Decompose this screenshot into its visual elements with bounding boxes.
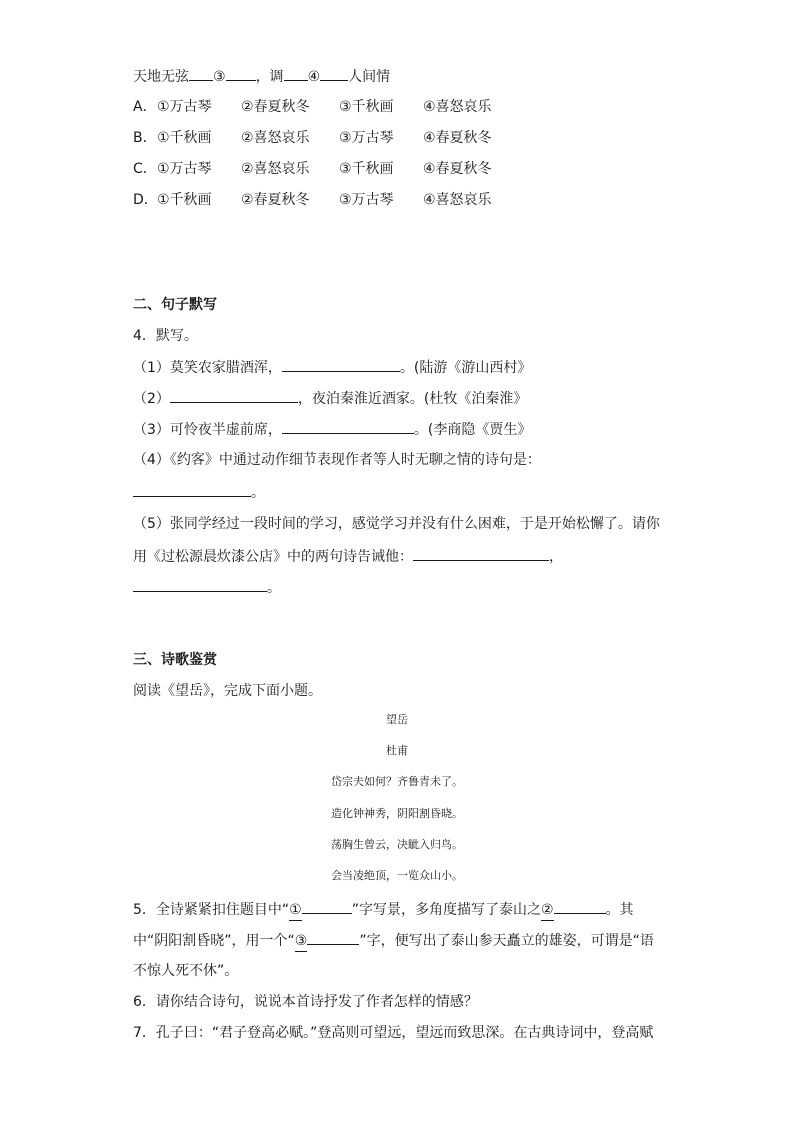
answer-blank[interactable] <box>413 546 549 561</box>
q3-stem <box>133 66 390 87</box>
section-title: 二、句子默写 <box>133 297 217 313</box>
option-item: ②喜怒哀乐 <box>241 161 310 177</box>
answer-blank[interactable] <box>170 388 298 403</box>
q5-segment: 。其 <box>605 902 634 918</box>
answer-blank[interactable] <box>133 482 251 497</box>
option-item: ①千秋画 <box>157 192 212 208</box>
answer-blank <box>226 66 256 81</box>
q4-item-4 <box>133 450 541 470</box>
q4-text: 。(李商隐《贾生》 <box>413 422 532 438</box>
q4-text: （3）可怜夜半虚前席， <box>133 422 282 438</box>
option-item: ④春夏秋冬 <box>423 130 492 146</box>
q4-text: （5）张同学经过一段时间的学习，感觉学习并没有什么困难，于是开始松懈了。请你 <box>133 516 660 532</box>
option-a[interactable] <box>133 97 492 117</box>
q7-text: 7．孔子曰：“君子登高必赋。”登高则可望远，望远而致思深。在古典诗词中，登高赋 <box>133 1025 654 1041</box>
option-item: ③千秋画 <box>339 161 394 177</box>
q5-segment: ”字，便写出了泰山参天矗立的雄姿，可谓是“语 <box>359 933 654 949</box>
answer-blank[interactable] <box>307 930 359 945</box>
poem-line: 会当凌绝顶，一览众山小。 <box>331 869 463 882</box>
section-title: 三、诗歌鉴赏 <box>133 652 217 668</box>
blank-marker-1: ① <box>289 900 302 921</box>
q4-item-2 <box>133 388 527 409</box>
q4-heading: 4．默写。 <box>133 328 198 344</box>
option-letter: C． <box>133 161 157 177</box>
option-d[interactable] <box>133 190 492 210</box>
q4-text: 用《过松源晨炊漆公店》中的两句诗告诫他： <box>133 549 413 565</box>
blank-marker-2: ② <box>541 900 554 921</box>
answer-blank[interactable] <box>282 419 414 434</box>
q4-text: （1）莫笑农家腊酒浑， <box>133 360 282 376</box>
q4-text: （2） <box>133 391 170 407</box>
q4-text: 。 <box>267 580 281 596</box>
q4-item-5-answer <box>133 577 281 598</box>
option-letter: D． <box>133 192 158 208</box>
option-item: ④喜怒哀乐 <box>423 192 492 208</box>
q4-item-1 <box>133 357 531 378</box>
blank-marker-3: ③ <box>213 69 226 85</box>
option-item: ④春夏秋冬 <box>423 161 492 177</box>
option-item: ③万古琴 <box>339 192 394 208</box>
q6-text: 6．请你结合诗句，说说本首诗抒发了作者怎样的情感？ <box>133 994 478 1010</box>
poem-line: 岱宗夫如何？齐鲁青未了。 <box>331 775 463 788</box>
q4-item-5 <box>133 514 660 534</box>
option-c[interactable] <box>133 159 492 179</box>
q4-text: 。 <box>251 485 265 501</box>
option-b[interactable] <box>133 128 492 148</box>
q5-segment: 中“阴阳割昏晓”，用一个“ <box>133 933 295 949</box>
blank-marker-4: ④ <box>307 69 321 85</box>
option-item: ④喜怒哀乐 <box>423 99 492 115</box>
answer-blank[interactable] <box>133 577 267 592</box>
answer-blank <box>189 66 213 81</box>
poem-author: 杜甫 <box>386 744 408 757</box>
option-item: ②春夏秋冬 <box>241 99 310 115</box>
answer-blank[interactable] <box>302 899 352 914</box>
poem-line: 造化钟神秀，阴阳割昏晓。 <box>331 807 463 820</box>
answer-blank[interactable] <box>282 357 400 372</box>
poem-title: 望岳 <box>386 713 408 726</box>
q5-segment: 5．全诗紧紧扣住题目中“ <box>133 902 290 918</box>
option-letter: A． <box>133 99 157 115</box>
q5-text-end: 不惊人死不休”。 <box>133 963 239 979</box>
q5-text-cont <box>133 930 654 952</box>
poem-line: 荡胸生曾云，决眦入归鸟。 <box>331 838 463 851</box>
blank-marker-3: ③ <box>295 931 308 952</box>
q5-segment: ”字写景，多角度描写了泰山之 <box>351 902 541 918</box>
option-item: ③千秋画 <box>339 99 394 115</box>
option-item: ③万古琴 <box>339 130 394 146</box>
option-item: ②喜怒哀乐 <box>241 130 310 146</box>
q4-text: ， <box>549 549 563 565</box>
option-item: ②春夏秋冬 <box>241 192 310 208</box>
q4-item-3 <box>133 419 531 440</box>
q4-item-4-answer <box>133 482 265 503</box>
q3-stem-text: ，调 <box>255 69 284 85</box>
q3-stem-text: 人间情 <box>348 69 391 85</box>
q3-stem-text: 天地无弦 <box>133 69 189 85</box>
q4-text: （4）《约客》中通过动作细节表现作者等人时无聊之情的诗句是： <box>133 452 541 468</box>
option-item: ①万古琴 <box>157 161 212 177</box>
option-item: ①万古琴 <box>157 99 212 115</box>
q4-item-5-cont <box>133 546 563 567</box>
answer-blank <box>284 66 308 81</box>
q4-text: ，夜泊秦淮近酒家。(杜牧《泊秦淮》 <box>297 391 528 407</box>
option-item: ①千秋画 <box>157 130 212 146</box>
option-letter: B． <box>133 130 157 146</box>
answer-blank[interactable] <box>554 899 606 914</box>
reading-intro: 阅读《望岳》，完成下面小题。 <box>133 683 322 699</box>
answer-blank <box>320 66 348 81</box>
q4-text: 。(陆游《游山西村》 <box>399 360 532 376</box>
q5-text <box>133 899 634 921</box>
